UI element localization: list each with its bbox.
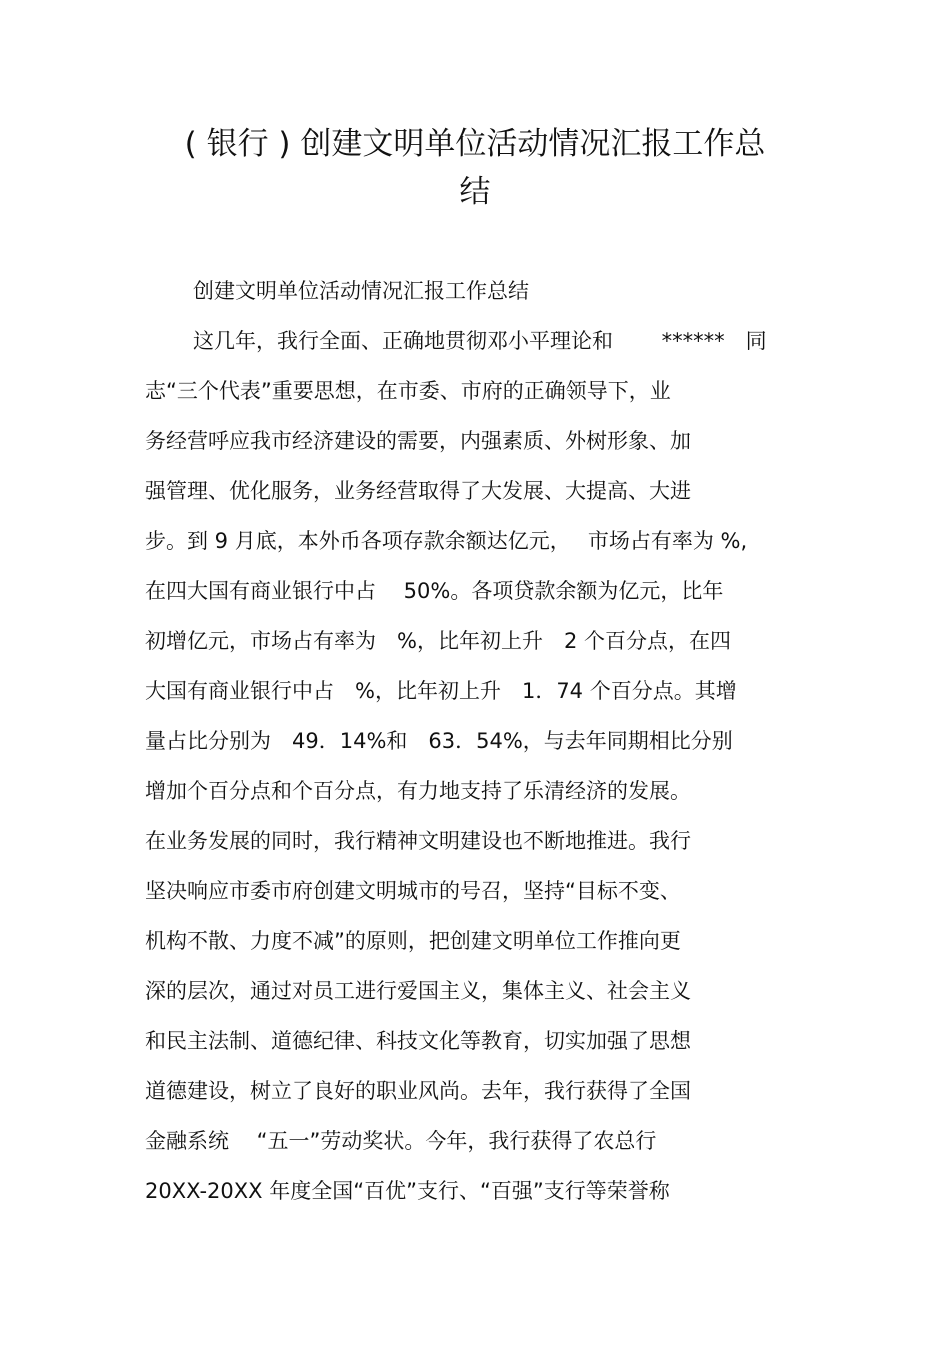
body-line: 增加个百分点和个百分点，有力地支持了乐清经济的发展。 xyxy=(145,779,691,803)
body-line: 坚决响应市委市府创建文明城市的号召，坚持“目标不变、 xyxy=(145,879,681,903)
body-line: 在四大国有商业银行中占 50%。各项贷款余额为亿元，比年 xyxy=(145,579,724,603)
body-line: 强管理、优化服务，业务经营取得了大发展、大提高、大进 xyxy=(145,479,691,503)
body-line: 道德建设，树立了良好的职业风尚。去年，我行获得了全国 xyxy=(145,1079,691,1103)
body-line: 量占比分别为 49．14%和 63．54%，与去年同期相比分别 xyxy=(145,729,733,753)
body-line: 深的层次，通过对员工进行爱国主义，集体主义、社会主义 xyxy=(145,979,691,1003)
body-line: 大国有商业银行中占 %，比年初上升 1．74 个百分点。其增 xyxy=(145,679,737,703)
body-line: 初增亿元，市场占有率为 %，比年初上升 2 个百分点，在四 xyxy=(145,629,731,653)
title-line-2: 结 xyxy=(459,174,491,210)
body-line: 20XX-20XX 年度全国“百优”支行、“百强”支行等荣誉称 xyxy=(145,1179,670,1203)
body-line: 步。到 9 月底，本外币各项存款余额达亿元， 市场占有率为 %, xyxy=(145,529,748,553)
body-line: 和民主法制、道德纪律、科技文化等教育，切实加强了思想 xyxy=(145,1029,691,1053)
body-line: 务经营呼应我市经济建设的需要，内强素质、外树形象、加 xyxy=(145,429,691,453)
document-title xyxy=(0,120,950,216)
body-line: 志“三个代表”重要思想，在市委、市府的正确领导下，业 xyxy=(145,379,671,403)
document-subtitle: 创建文明单位活动情况汇报工作总结 xyxy=(193,279,529,303)
body-line: 这几年，我行全面、正确地贯彻邓小平理论和 ****** 同 xyxy=(193,329,767,353)
body-line: 金融系统 “五一”劳动奖状。今年，我行获得了农总行 xyxy=(145,1129,657,1153)
body-line: 在业务发展的同时，我行精神文明建设也不断地推进。我行 xyxy=(145,829,691,853)
title-line-1: ( 银行 ) 创建文明单位活动情况汇报工作总 xyxy=(184,126,766,162)
body-line: 机构不散、力度不减”的原则，把创建文明单位工作推向更 xyxy=(145,929,681,953)
